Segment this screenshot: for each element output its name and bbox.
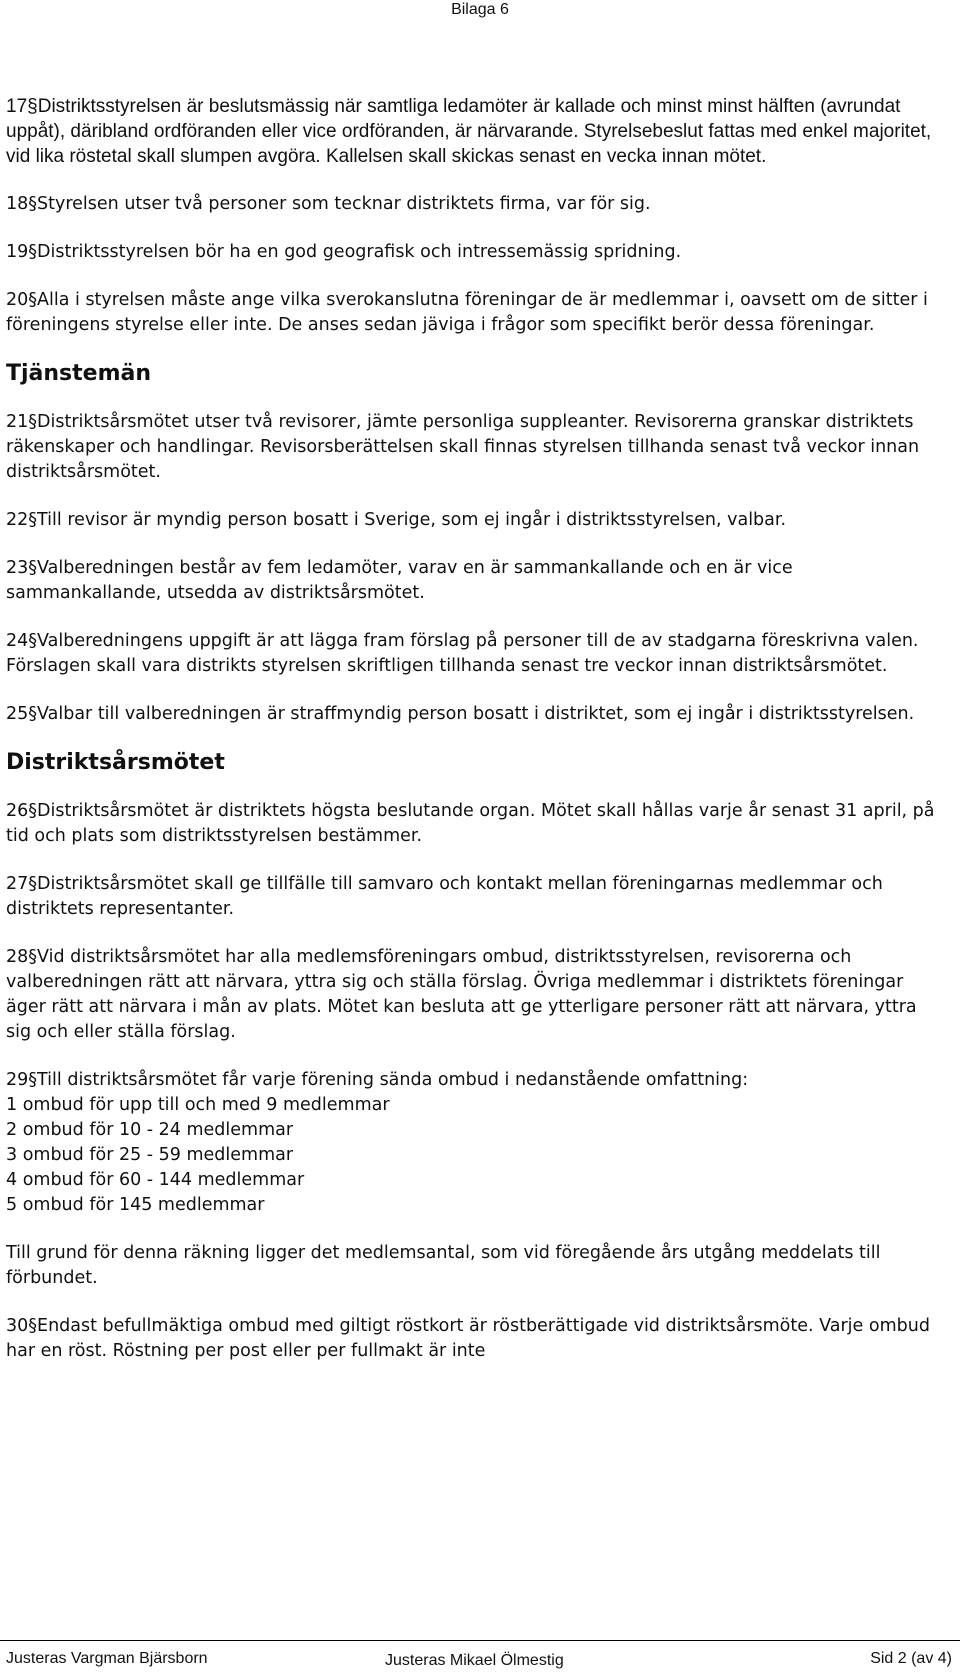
- section-number: 24: [6, 631, 29, 651]
- paragraph-30: [6, 1314, 946, 1364]
- section-number: 23: [6, 558, 29, 578]
- section-number: 27: [6, 874, 29, 894]
- section-sign: §: [28, 242, 38, 262]
- section-number: 28: [6, 947, 29, 967]
- paragraph-text: Till revisor är myndig person bosatt i Sverige, som ej ingår i distriktsstyrelsen, valbar.: [37, 510, 787, 530]
- section-sign: §: [28, 194, 38, 214]
- section-number: 20: [6, 290, 29, 310]
- list-item: 3 ombud för 25 - 59 medlemmar: [6, 1145, 294, 1165]
- footer-center: Justeras Mikael Ölmestig: [385, 1652, 564, 1669]
- paragraph-text: Valberedningen består av fem ledamöter, varav en är sammankallande och en är vice sammankallande, utsedda av distriktsårsmötet.: [6, 558, 793, 603]
- paragraph-24: [6, 629, 946, 679]
- paragraph-29: [6, 1068, 946, 1218]
- section-number: 30: [6, 1316, 29, 1336]
- section-sign: §: [28, 1316, 38, 1336]
- section-number: 21: [6, 412, 29, 432]
- list-item: 1 ombud för upp till och med 9 medlemmar: [6, 1095, 390, 1115]
- list-item: 4 ombud för 60 - 144 medlemmar: [6, 1170, 305, 1190]
- paragraph-17: [6, 94, 946, 169]
- section-number: 17: [6, 96, 28, 117]
- paragraph-23: [6, 556, 946, 606]
- paragraph-text: Distriktsstyrelsen bör ha en god geografisk och intressemässig spridning.: [37, 242, 682, 262]
- paragraph-text: Styrelsen utser två personer som tecknar distriktets firma, var för sig.: [37, 194, 651, 214]
- paragraph-21: [6, 410, 946, 485]
- section-number: 29: [6, 1070, 29, 1090]
- section-sign: §: [28, 874, 38, 894]
- paragraph-text: Till distriktsårsmötet får varje förening sända ombud i nedanstående omfattning:: [37, 1070, 749, 1090]
- paragraph-grund: Till grund för denna räkning ligger det medlemsantal, som vid föregående års utgång meddelats till förbundet.: [6, 1243, 881, 1288]
- section-sign: §: [27, 96, 38, 117]
- list-item: 5 ombud för 145 medlemmar: [6, 1195, 265, 1215]
- section-number: 25: [6, 704, 29, 724]
- document-body: [6, 94, 946, 1387]
- paragraph-text: Distriktsstyrelsen är beslutsmässig när samtliga ledamöter är kallade och minst minst hälften (avrundat uppåt), däribland ordföranden eller vice ordföranden, är närvarande. Styrelsebeslut fattas med enkel majoritet, vid lika röstetal skall slumpen avgöra. Kallelsen skall skickas senast en vecka innan mötet.: [6, 96, 932, 167]
- paragraph-25: [6, 702, 946, 727]
- list-item: 2 ombud för 10 - 24 medlemmar: [6, 1120, 294, 1140]
- page-header: [0, 0, 960, 19]
- section-sign: §: [28, 1070, 38, 1090]
- paragraph-20: [6, 288, 946, 338]
- paragraph-19: [6, 240, 946, 265]
- section-sign: §: [28, 801, 38, 821]
- paragraph-text: Vid distriktsårsmötet har alla medlemsföreningars ombud, distriktsstyrelsen, revisorerna och valberedningen rätt att närvara, yttra sig och ställa förslag. Övriga medlemmar i distriktets föreningar äger rätt att närvara i mån av plats. Mötet kan besluta att ge ytterligare personer rätt att närvara, yttra sig och eller ställa förslag.: [6, 947, 917, 1042]
- paragraph-text: Distriktsårsmötet utser två revisorer, jämte personliga suppleanter. Revisorerna granskar distriktets räkenskaper och handlingar. Revisorsberättelsen skall finnas styrelsen tillhanda senast två veckor innan distriktsårsmötet.: [6, 412, 920, 482]
- section-sign: §: [28, 704, 38, 724]
- section-number: 18: [6, 194, 29, 214]
- paragraph-text: Valbar till valberedningen är straffmyndig person bosatt i distriktet, som ej ingår i distriktsstyrelsen.: [37, 704, 915, 724]
- section-sign: §: [28, 510, 38, 530]
- section-sign: §: [28, 947, 38, 967]
- paragraph-text: Endast befullmäktiga ombud med giltigt röstkort är röstberättigade vid distriktsårsmöte. Varje ombud har en röst. Röstning per post eller per fullmakt är inte: [6, 1316, 930, 1361]
- footer-page-number: Sid 2 (av 4): [870, 1650, 952, 1667]
- footer-divider: [0, 1640, 960, 1641]
- paragraph-text: Distriktsårsmötet är distriktets högsta beslutande organ. Mötet skall hållas varje år senast 31 april, på tid och plats som distriktsstyrelsen bestämmer.: [6, 801, 935, 846]
- section-sign: §: [28, 290, 38, 310]
- paragraph-27: [6, 872, 946, 922]
- heading-tjanstemen: Tjänstemän: [6, 361, 152, 386]
- paragraph-28: [6, 945, 946, 1045]
- paragraph-18: [6, 192, 946, 217]
- footer-left: Justeras Vargman Bjärsborn: [6, 1650, 208, 1667]
- section-number: 26: [6, 801, 29, 821]
- section-number: 19: [6, 242, 29, 262]
- page-footer: [0, 1640, 960, 1672]
- paragraph-text: Distriktsårsmötet skall ge tillfälle till samvaro och kontakt mellan föreningarnas medlemmar och distriktets representanter.: [6, 874, 883, 919]
- section-sign: §: [28, 412, 38, 432]
- heading-distriktsarsmotet: Distriktsårsmötet: [6, 750, 225, 775]
- paragraph-26: [6, 799, 946, 849]
- section-number: 22: [6, 510, 29, 530]
- header-label: Bilaga 6: [451, 1, 509, 18]
- paragraph-22: [6, 508, 946, 533]
- paragraph-text: Valberedningens uppgift är att lägga fram förslag på personer till de av stadgarna föreskrivna valen. Förslagen skall vara distrikts styrelsen skriftligen tillhanda senast tre veckor innan distriktsårsmötet.: [6, 631, 919, 676]
- paragraph-text: Alla i styrelsen måste ange vilka sverokanslutna föreningar de är medlemmar i, oavsett om de sitter i föreningens styrelse eller inte. De anses sedan jäviga i frågor som specifikt berör dessa föreningar.: [6, 290, 928, 335]
- section-sign: §: [28, 631, 38, 651]
- section-sign: §: [28, 558, 38, 578]
